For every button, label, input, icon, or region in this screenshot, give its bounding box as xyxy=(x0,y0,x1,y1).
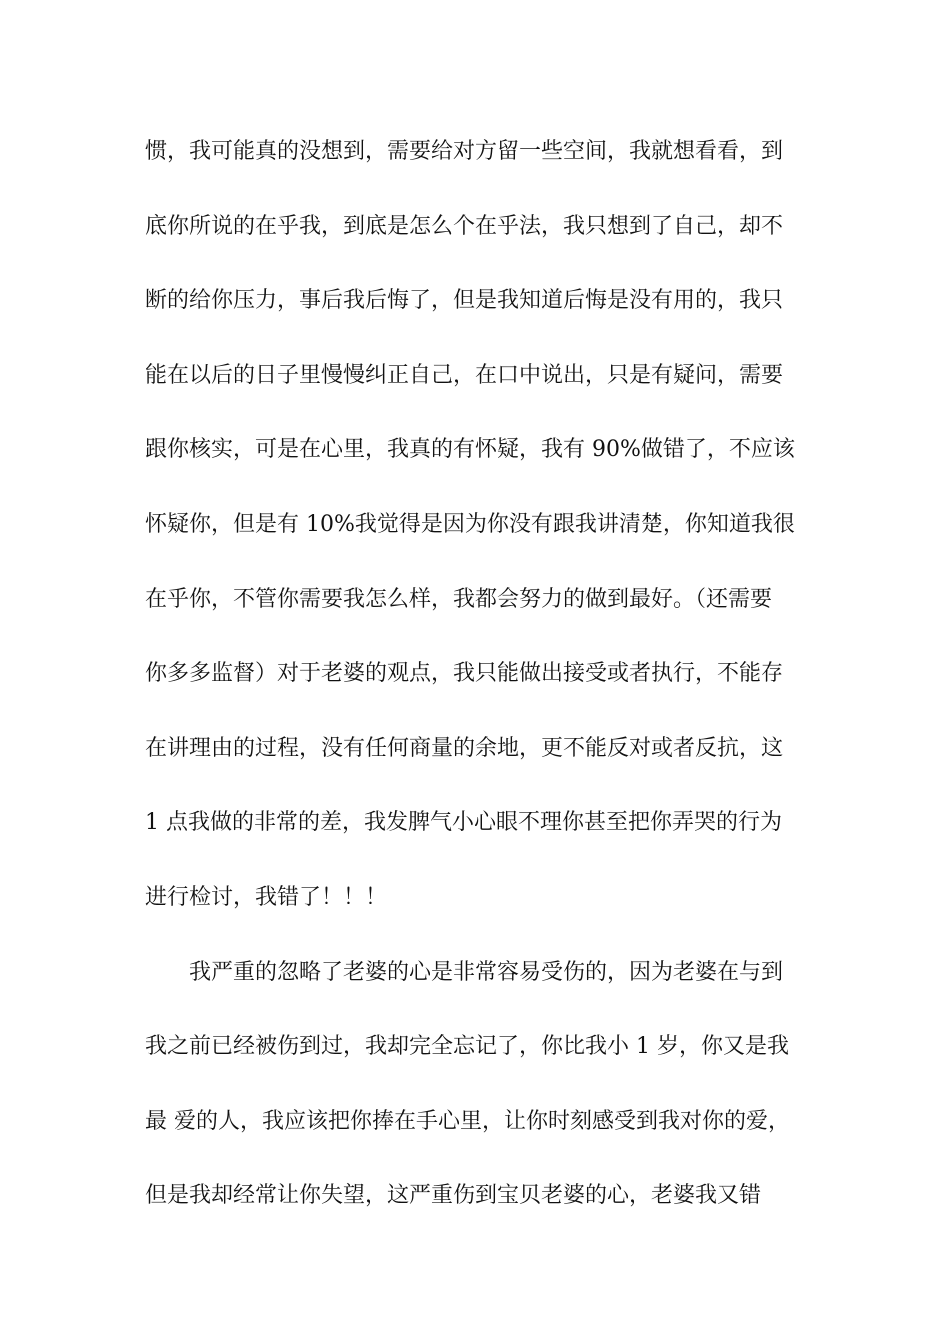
text-line-10: 1 点我做的非常的差，我发脾气小心眼不理你甚至把你弄哭的行为 xyxy=(145,810,782,836)
text-line-7: 在乎你，不管你需要我怎么样，我都会努力的做到最好。（还需要 xyxy=(145,586,773,612)
text-line-8: 你多多监督）对于老婆的观点，我只能做出接受或者执行，不能存 xyxy=(145,661,784,687)
text-line-13: 我之前已经被伤到过，我却完全忘记了，你比我小 1 岁，你又是我 xyxy=(145,1034,789,1060)
text-line-11: 进行检讨，我错了！！！ xyxy=(145,884,388,910)
text-line-15: 但是我却经常让你失望，这严重伤到宝贝老婆的心，老婆我又错 xyxy=(145,1183,762,1209)
document-body xyxy=(145,132,810,1251)
text-line-2: 底你所说的在乎我，到底是怎么个在乎法，我只想到了自己，却不 xyxy=(145,213,784,239)
text-line-6: 怀疑你，但是有 10%我觉得是因为你没有跟我讲清楚，你知道我很 xyxy=(145,511,795,537)
text-line-12: 我严重的忽略了老婆的心是非常容易受伤的，因为老婆在与到 xyxy=(189,959,784,985)
text-line-9: 在讲理由的过程，没有任何商量的余地，更不能反对或者反抗，这 xyxy=(145,735,784,761)
text-line-4: 能在以后的日子里慢慢纠正自己，在口中说出，只是有疑问，需要 xyxy=(145,362,784,388)
text-line-3: 断的给你压力，事后我后悔了，但是我知道后悔是没有用的，我只 xyxy=(145,288,784,314)
text-line-1: 惯，我可能真的没想到，需要给对方留一些空间，我就想看看，到 xyxy=(145,139,784,164)
text-line-5: 跟你核实，可是在心里，我真的有怀疑，我有 90%做错了，不应该 xyxy=(145,437,795,463)
text-line-14: 最 爱的人，我应该把你捧在手心里，让你时刻感受到我对你的爱， xyxy=(145,1108,790,1134)
